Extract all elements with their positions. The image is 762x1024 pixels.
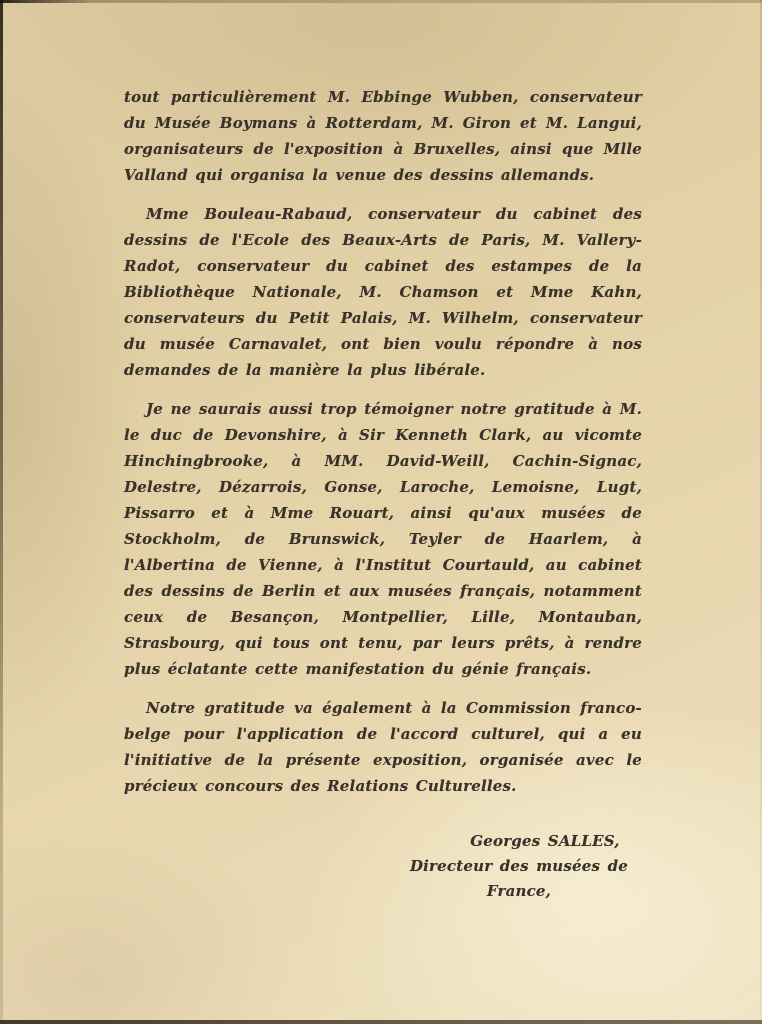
signature-block <box>396 829 642 904</box>
paragraph-museum-organizers: tout particulièrement M. Ebbinge Wubben, conservateur du Musée Boymans à Rotterdam, M. Giron et M. Langui, organisateurs de l'exposition à Bruxelles, ainsi que Mlle Valland qui organisa la venue des dessins allemands. <box>124 88 642 184</box>
scan-edge-bottom <box>0 1020 762 1024</box>
paragraph-commission: Notre gratitude va également à la Commission franco-belge pour l'application de l'accord culturel, qui a eu l'initiative de la présente exposition, organisée avec le précieux concours des Relations Culturelles. <box>124 699 642 795</box>
signature-title: Directeur des musées de France, <box>409 857 629 900</box>
acknowledgments-text-block <box>124 84 642 904</box>
scan-edge-top <box>0 0 762 3</box>
paragraph-lenders: Je ne saurais aussi trop témoigner notre gratitude à M. le duc de Devonshire, à Sir Kenneth Clark, au vicomte Hinchingbrooke, à MM. David-Weill, Cachin-Signac, Delestre, Dézarrois, Gonse, Laroche, Lemoisne, Lugt, Pissarro et à Mme Rouart, ainsi qu'aux musées de Stockholm, de Brunswick, Teyler de Haarlem, à l'Albertina de Vienne, à l'Institut Courtauld, au cabinet des dessins de Berlin et aux musées français, notamment ceux de Besançon, Montpellier, Lille, Montauban, Strasbourg, qui tous ont tenu, par leurs prêts, à rendre plus éclatante cette manifestation du génie français. <box>124 400 642 678</box>
signature-name: Georges SALLES, <box>470 832 620 850</box>
scan-edge-left <box>0 0 3 1024</box>
paragraph-curators: Mme Bouleau-Rabaud, conservateur du cabinet des dessins de l'Ecole des Beaux-Arts de Paris, M. Vallery-Radot, conservateur du cabinet des estampes de la Bibliothèque Nationale, M. Chamson et Mme Kahn, conservateurs du Petit Palais, M. Wilhelm, conservateur du musée Carnavalet, ont bien voulu répondre à nos demandes de la manière la plus libérale. <box>124 205 642 379</box>
